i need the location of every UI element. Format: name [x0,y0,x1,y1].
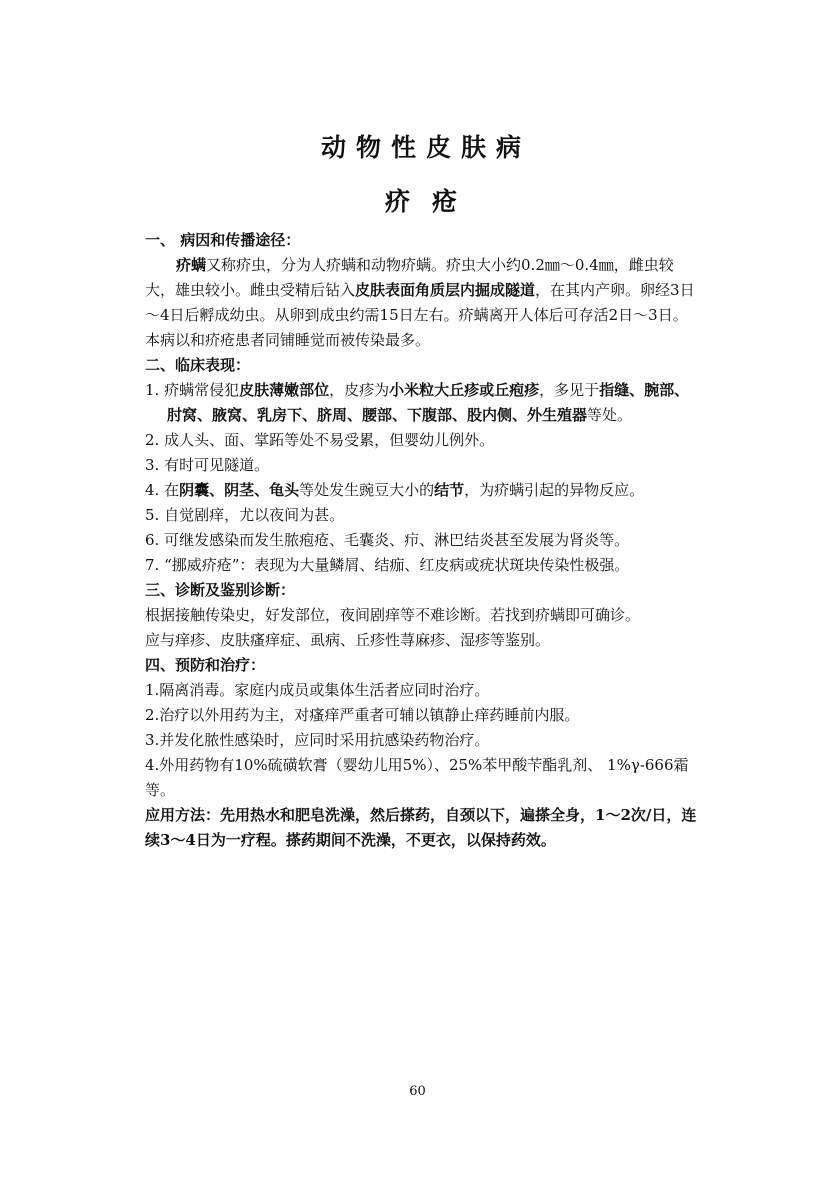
list-item [145,378,697,428]
section-heading: 三、诊断及鉴别诊断： [145,581,296,599]
list-item: 3.并发化脓性感染时，应同时采用抗感染药物治疗。 [145,731,490,749]
paragraph-text: ，在其内产卵。卵经3日～4日后孵成幼虫。从卵到成虫约需15日左右。疥螨离开人体后可存活2日～3日。本病以和疥疮患者同铺睡觉而被传染最多。 [145,281,695,349]
usage-instructions: 应用方法：先用热水和肥皂洗澡，然后搽药，自颈以下，遍搽全身，1～2次/日，连续3～4日为一疗程。搽药期间不洗澡，不更衣，以保持药效。 [145,806,697,849]
paragraph-text: 又称疥虫，分为人疥螨和动物疥螨。疥虫大小约0.2㎜～0.4㎜，雌虫较大，雄虫较小。雌虫受精后钻入 [145,256,674,299]
list-item: 2. 成人头、面、掌跖等处不易受累，但婴幼儿例外。 [145,431,495,449]
bold-term: 结节 [434,481,465,499]
item-number: 4. [145,481,165,499]
paragraph-diagnosis: 根据接触传染史，好发部位，夜间剧痒等不难诊断。若找到疥螨即可确诊。 [145,606,641,624]
bold-term: 皮肤薄嫩部位 [239,381,330,399]
document-page [145,120,697,853]
bold-term: 疥螨 [176,256,207,274]
section-clinical [145,353,697,578]
paragraph-cause [145,253,697,353]
section-diagnosis [145,578,697,653]
list-item: 1.隔离消毒。家庭内成员或集体生活者应同时治疗。 [145,681,490,699]
bold-term: 阴囊、阴茎、龟头 [179,481,300,499]
item-text: ，皮疹为 [329,381,390,399]
list-item: 7. “挪威疥疮”：表现为大量鳞屑、结痂、红皮病或疣状斑块传染性极强。 [145,556,630,574]
section-cause [145,228,697,353]
item-text: ，为疥螨引起的异物反应。 [464,481,645,499]
item-text: 等处发生豌豆大小的 [299,481,435,499]
item-text: 疥螨常侵犯 [164,381,240,399]
list-item: 4.外用药物有10%硫磺软膏（婴幼儿用5%）、25%苯甲酸苄酯乳剂、 1%γ-666霜等。 [145,756,689,799]
list-item: 6. 可继发感染而发生脓疱疮、毛囊炎、疖、淋巴结炎甚至发展为肾炎等。 [145,531,630,549]
list-item: 3. 有时可见隧道。 [145,456,270,474]
section-heading: 二、临床表现： [145,356,251,374]
page-title: 动物性皮肤病 [320,133,531,162]
item-number: 1. [145,381,165,399]
paragraph-differential: 应与痒疹、皮肤瘙痒症、虱病、丘疹性荨麻疹、湿疹等鉴别。 [145,631,551,649]
section-heading: 四、预防和治疗： [145,656,266,674]
section-treatment [145,653,697,853]
bold-term: 小米粒大丘疹或丘疱疹 [389,381,540,399]
list-item [145,478,697,503]
list-item: 2.治疗以外用药为主，对瘙痒严重者可辅以镇静止痒药睡前内服。 [145,706,580,724]
item-text: ，多见于 [539,381,600,399]
page-number: 60 [409,1084,426,1099]
bold-term: 皮肤表面角质层内掘成隧道 [355,281,536,299]
item-text: 在 [164,481,180,499]
bold-term: 指缝、腕部、肘窝、腋窝、乳房下、脐周、腰部、下腹部、股内侧、外生殖器 [167,381,690,424]
page-subtitle: 疥疮 [384,187,479,216]
item-text: 等处。 [587,406,633,424]
list-item: 5. 自觉剧痒，尤以夜间为甚。 [145,506,345,524]
section-heading: 一、 病因和传播途径： [145,231,301,249]
